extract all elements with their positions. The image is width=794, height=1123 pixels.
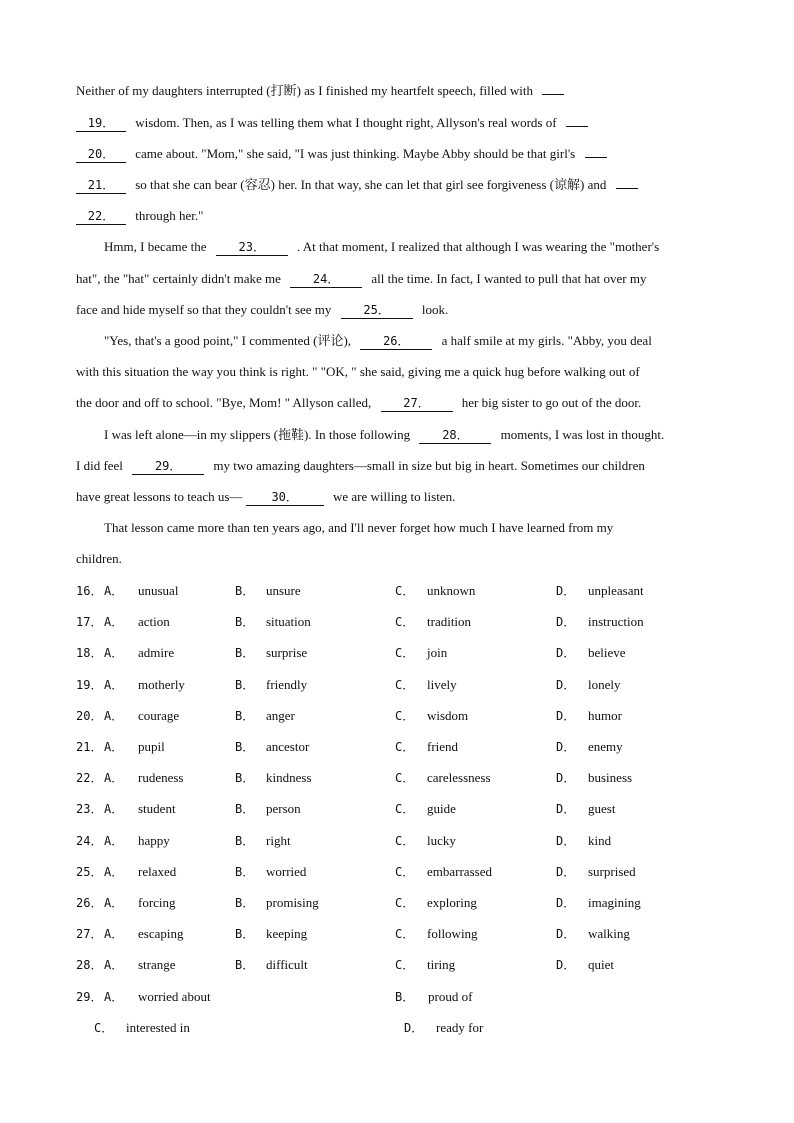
question-row — [0, 675, 794, 695]
question-number: 17． — [76, 615, 103, 629]
option-text: situation — [266, 614, 311, 629]
option-text: guest — [588, 801, 616, 816]
question-row — [0, 643, 794, 663]
option-text: ancestor — [266, 739, 310, 754]
option-letter: B． — [235, 865, 255, 879]
question-number: 27． — [76, 927, 103, 941]
passage-text: "Yes, that's a good point," I commented (评论), — [104, 333, 352, 348]
option-text: tiring — [427, 957, 456, 972]
option-text: guide — [427, 801, 456, 816]
answer-blank-23: 23． — [216, 240, 288, 256]
passage-text: Hmm, I became the — [104, 239, 207, 254]
question-number: 28． — [76, 958, 103, 972]
option-text: friend — [427, 739, 459, 754]
option-text: tradition — [427, 614, 472, 629]
option-text: imagining — [588, 895, 641, 910]
question-row — [0, 862, 794, 882]
option-text: interested in — [126, 1020, 190, 1035]
passage-text: the door and off to school. "Bye, Mom! " Allyson called, — [76, 395, 372, 410]
question-row — [0, 706, 794, 726]
option-text: rudeness — [138, 770, 184, 785]
passage-text: I was left alone—in my slippers (拖鞋). In those following — [104, 427, 411, 442]
option-text: wisdom — [427, 708, 469, 723]
answer-blank-29: 29． — [132, 459, 204, 475]
passage-line — [76, 393, 641, 413]
passage-text: my two amazing daughters—small in size but big in heart. Sometimes our children — [213, 458, 645, 473]
option-letter: A． — [104, 990, 124, 1004]
option-text: worried about — [138, 989, 211, 1004]
option-letter: C． — [94, 1021, 114, 1035]
question-row-continued — [0, 1018, 794, 1038]
option-letter: C． — [395, 927, 415, 941]
option-letter: C． — [395, 584, 415, 598]
option-letter: D． — [556, 615, 576, 629]
option-letter: B． — [235, 740, 255, 754]
option-text: surprised — [588, 864, 636, 879]
option-letter: B． — [235, 615, 255, 629]
passage-line — [104, 237, 659, 257]
passage-text: That lesson came more than ten years ago, and I'll never forget how much I have learned from my — [104, 520, 614, 535]
option-text: carelessness — [427, 770, 491, 785]
passage-text: I did feel — [76, 458, 123, 473]
question-row — [0, 737, 794, 757]
question-row — [0, 924, 794, 944]
option-letter: A． — [104, 771, 124, 785]
option-letter: D． — [556, 584, 576, 598]
passage-line — [76, 269, 646, 289]
option-letter: C． — [395, 740, 415, 754]
passage-text: face and hide myself so that they couldn't see my — [76, 302, 332, 317]
option-text: strange — [138, 957, 176, 972]
answer-blank — [585, 157, 607, 158]
answer-blank-26: 26． — [360, 334, 432, 350]
passage-text: Neither of my daughters interrupted (打断) as I finished my heartfelt speech, filled with — [76, 83, 534, 98]
option-letter: B． — [235, 896, 255, 910]
option-letter: D． — [404, 1021, 424, 1035]
passage-text: we are willing to listen. — [332, 489, 456, 504]
passage-text: all the time. In fact, I wanted to pull that hat over my — [371, 271, 647, 286]
option-letter: A． — [104, 584, 124, 598]
passage-line — [76, 362, 640, 382]
option-letter: B． — [235, 927, 255, 941]
option-text: kind — [588, 833, 612, 848]
option-letter: D． — [556, 834, 576, 848]
option-letter: A． — [104, 927, 124, 941]
question-number: 24． — [76, 834, 103, 848]
option-text: exploring — [427, 895, 477, 910]
answer-blank — [566, 126, 588, 127]
option-text: worried — [266, 864, 307, 879]
answer-blank — [542, 94, 564, 95]
passage-line — [76, 144, 607, 164]
option-letter: B． — [235, 584, 255, 598]
question-number: 18． — [76, 646, 103, 660]
option-letter: A． — [104, 740, 124, 754]
option-letter: C． — [395, 678, 415, 692]
option-letter: A． — [104, 958, 124, 972]
option-letter: D． — [556, 958, 576, 972]
option-letter: C． — [395, 646, 415, 660]
option-letter: C． — [395, 896, 415, 910]
passage-text: . At that moment, I realized that although I was wearing the "mother's — [297, 239, 660, 254]
answer-blank-22: 22． — [76, 209, 126, 225]
question-row — [0, 893, 794, 913]
question-number: 25． — [76, 865, 103, 879]
answer-blank-30: 30． — [246, 490, 324, 506]
option-letter: C． — [395, 802, 415, 816]
answer-blank-20: 20． — [76, 147, 126, 163]
passage-line — [104, 331, 652, 351]
question-row — [0, 955, 794, 975]
passage-text: wisdom. Then, as I was telling them what I thought right, Allyson's real words of — [135, 115, 557, 130]
answer-blank-25: 25． — [341, 303, 413, 319]
option-letter: A． — [104, 678, 124, 692]
option-text: anger — [266, 708, 295, 723]
option-letter: D． — [556, 802, 576, 816]
option-text: relaxed — [138, 864, 177, 879]
option-text: lonely — [588, 677, 621, 692]
question-number: 20． — [76, 709, 103, 723]
option-text: ready for — [436, 1020, 484, 1035]
option-text: proud of — [428, 989, 473, 1004]
passage-line — [104, 518, 613, 538]
option-text: business — [588, 770, 633, 785]
option-letter: D． — [556, 646, 576, 660]
passage-text: so that she can bear (容忍) her. In that way, she can let that girl see forgiveness (谅解) and — [135, 177, 607, 192]
question-number: 29． — [76, 990, 103, 1004]
option-letter: B． — [395, 990, 415, 1004]
option-text: motherly — [138, 677, 185, 692]
passage-line — [76, 175, 638, 195]
option-letter: B． — [235, 771, 255, 785]
option-letter: D． — [556, 740, 576, 754]
answer-blank-24: 24． — [290, 272, 362, 288]
option-text: walking — [588, 926, 630, 941]
option-text: friendly — [266, 677, 308, 692]
option-text: forcing — [138, 895, 176, 910]
option-letter: B． — [235, 834, 255, 848]
option-text: difficult — [266, 957, 308, 972]
option-text: keeping — [266, 926, 308, 941]
option-letter: A． — [104, 865, 124, 879]
option-letter: D． — [556, 709, 576, 723]
option-letter: D． — [556, 771, 576, 785]
passage-line — [76, 300, 448, 320]
option-text: pupil — [138, 739, 165, 754]
option-letter: C． — [395, 709, 415, 723]
option-text: enemy — [588, 739, 623, 754]
passage-line — [76, 456, 645, 476]
option-text: join — [427, 645, 448, 660]
passage-text: children. — [76, 551, 122, 566]
answer-blank — [616, 188, 638, 189]
passage-text: hat", the "hat" certainly didn't make me — [76, 271, 281, 286]
question-number: 23． — [76, 802, 103, 816]
passage-text: moments, I was lost in thought. — [500, 427, 665, 442]
passage-line — [76, 487, 455, 507]
question-row — [0, 987, 794, 1007]
passage-text: through her." — [135, 208, 204, 223]
answer-blank-21: 21． — [76, 178, 126, 194]
option-letter: A． — [104, 709, 124, 723]
option-text: unsure — [266, 583, 301, 598]
question-number: 22． — [76, 771, 103, 785]
option-text: happy — [138, 833, 170, 848]
option-text: student — [138, 801, 176, 816]
question-row — [0, 768, 794, 788]
option-text: person — [266, 801, 301, 816]
option-letter: C． — [395, 958, 415, 972]
passage-text: have great lessons to teach us— — [76, 489, 243, 504]
option-text: kindness — [266, 770, 312, 785]
question-number: 21． — [76, 740, 103, 754]
option-letter: D． — [556, 927, 576, 941]
answer-blank-28: 28． — [419, 428, 491, 444]
passage-line — [104, 425, 664, 445]
option-letter: A． — [104, 834, 124, 848]
question-row — [0, 799, 794, 819]
option-letter: D． — [556, 896, 576, 910]
option-text: promising — [266, 895, 319, 910]
option-letter: D． — [556, 865, 576, 879]
passage-text: came about. "Mom," she said, "I was just thinking. Maybe Abby should be that girl's — [135, 146, 576, 161]
option-letter: A． — [104, 615, 124, 629]
option-text: surprise — [266, 645, 308, 660]
question-number: 19． — [76, 678, 103, 692]
question-row — [0, 581, 794, 601]
passage-line — [76, 549, 122, 569]
option-text: instruction — [588, 614, 644, 629]
option-text: courage — [138, 708, 180, 723]
option-text: lucky — [427, 833, 456, 848]
passage-text: look. — [421, 302, 449, 317]
answer-blank-19: 19． — [76, 116, 126, 132]
answer-blank-27: 27． — [381, 396, 453, 412]
passage-line — [76, 113, 588, 133]
option-letter: A． — [104, 646, 124, 660]
option-text: embarrassed — [427, 864, 492, 879]
option-letter: B． — [235, 646, 255, 660]
passage-text: her big sister to go out of the door. — [461, 395, 642, 410]
question-row — [0, 612, 794, 632]
option-letter: A． — [104, 802, 124, 816]
passage-text: a half smile at my girls. "Abby, you deal — [441, 333, 652, 348]
option-text: escaping — [138, 926, 184, 941]
option-text: following — [427, 926, 478, 941]
option-text: unknown — [427, 583, 476, 598]
option-letter: D． — [556, 678, 576, 692]
option-letter: C． — [395, 834, 415, 848]
question-number: 16． — [76, 584, 103, 598]
option-letter: A． — [104, 896, 124, 910]
passage-line — [76, 81, 564, 101]
option-letter: B． — [235, 802, 255, 816]
option-letter: C． — [395, 615, 415, 629]
option-text: lively — [427, 677, 457, 692]
option-text: unpleasant — [588, 583, 644, 598]
option-text: admire — [138, 645, 175, 660]
option-text: quiet — [588, 957, 614, 972]
option-text: believe — [588, 645, 626, 660]
question-row — [0, 831, 794, 851]
option-letter: B． — [235, 709, 255, 723]
option-text: unusual — [138, 583, 179, 598]
option-letter: B． — [235, 958, 255, 972]
option-text: action — [138, 614, 170, 629]
passage-line — [76, 206, 203, 226]
option-text: humor — [588, 708, 622, 723]
option-letter: C． — [395, 865, 415, 879]
question-number: 26． — [76, 896, 103, 910]
option-letter: C． — [395, 771, 415, 785]
option-text: right — [266, 833, 291, 848]
option-letter: B． — [235, 678, 255, 692]
passage-text: with this situation the way you think is right. " "OK, " she said, giving me a quick hug before walking out of — [76, 364, 640, 379]
